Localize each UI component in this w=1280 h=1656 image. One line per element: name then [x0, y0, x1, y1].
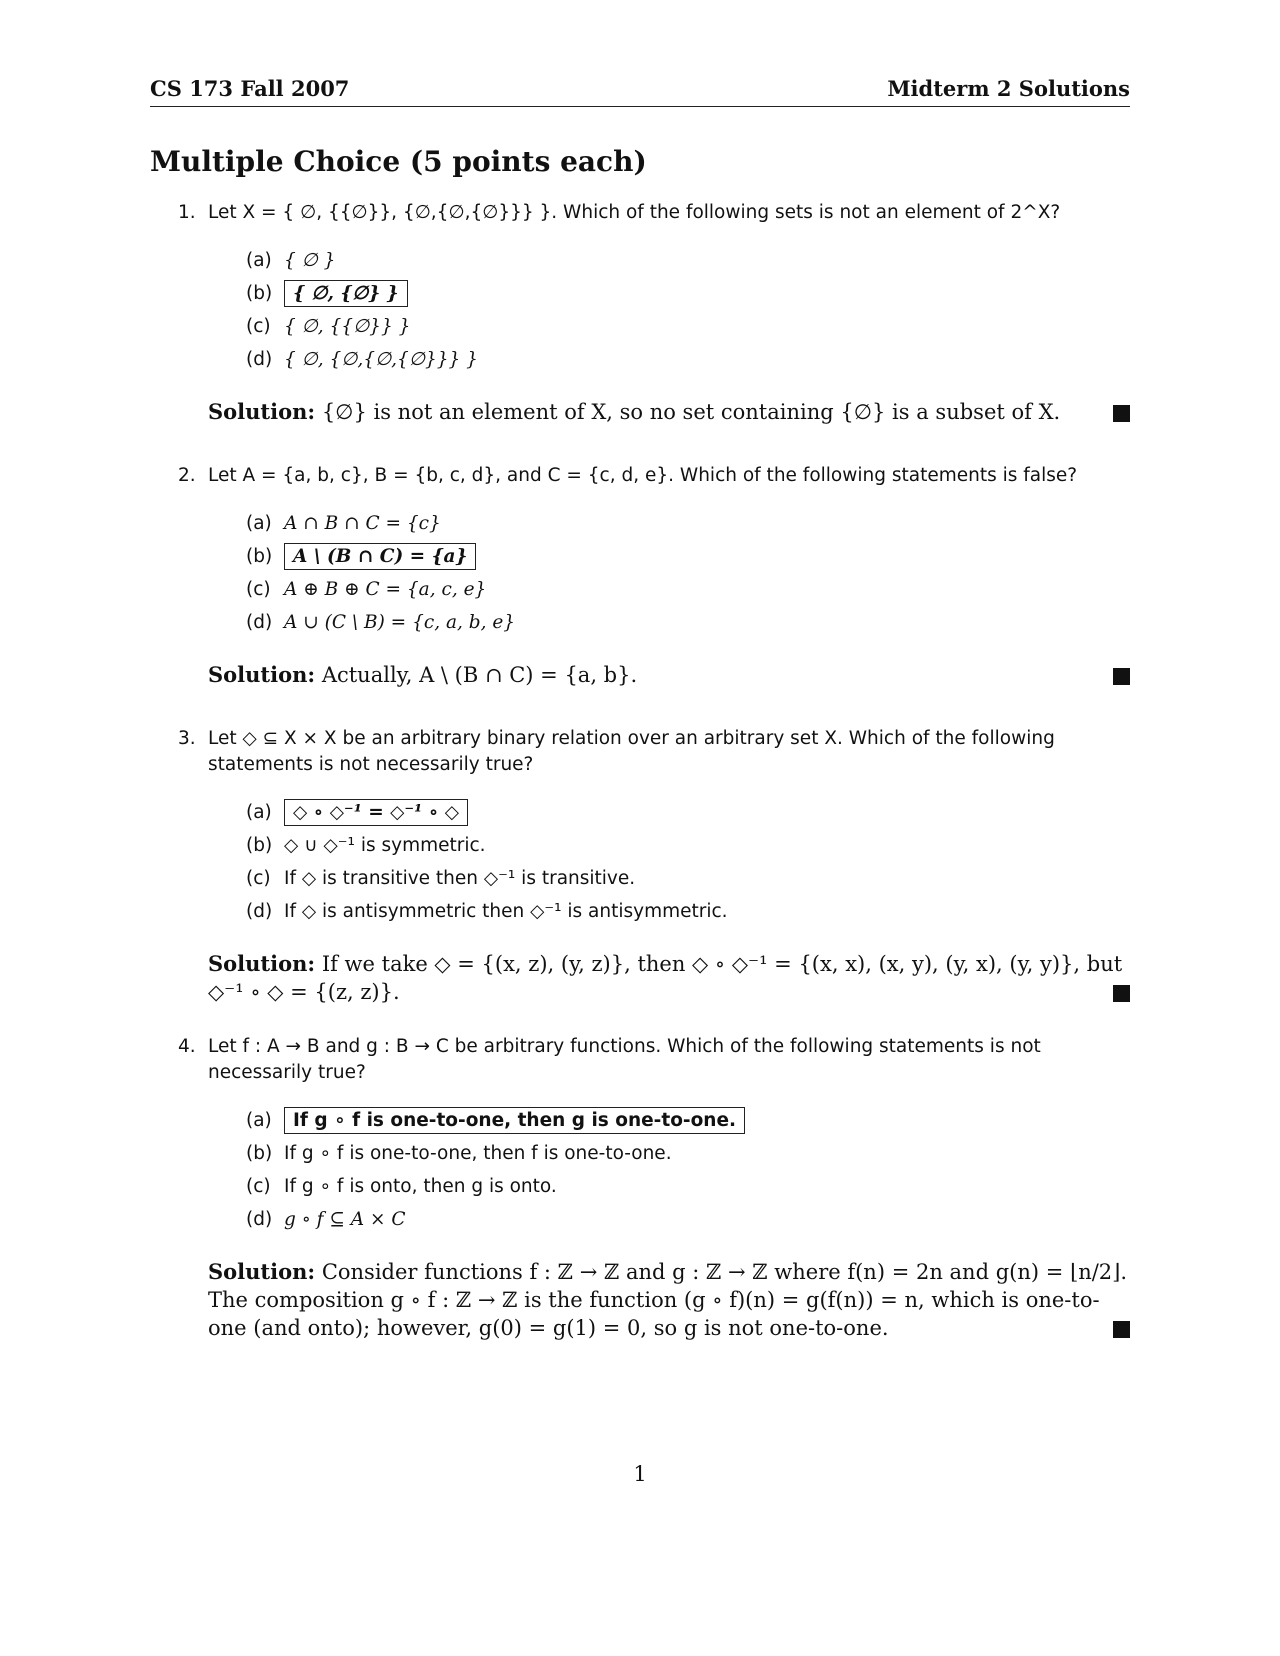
page-number: 1 — [633, 1462, 647, 1486]
question-stem: Let X = { ∅, {{∅}}, {∅,{∅,{∅}}} }. Which of the following sets is not an element of 2^X? — [208, 202, 1061, 223]
option-list — [246, 1104, 1130, 1236]
option-a — [246, 244, 1130, 277]
option-a — [246, 1104, 1130, 1137]
solution-text: {∅} is not an element of X, so no set containing {∅} is a subset of X. — [321, 400, 1061, 424]
solution — [208, 661, 1130, 689]
option-a — [246, 507, 1130, 540]
option-label: (d) — [246, 901, 273, 922]
option-text: { ∅, {∅,{∅,{∅}}} } — [284, 349, 478, 370]
option-label: (a) — [246, 1110, 272, 1131]
question-stem: Let ◇ ⊆ X × X be an arbitrary binary relation over an arbitrary set X. Which of the following statements is not necessarily true? — [208, 728, 1055, 775]
option-label: (a) — [246, 250, 272, 271]
option-label: (a) — [246, 513, 272, 534]
solution-label: Solution: — [208, 951, 316, 976]
solution-text: If we take ◇ = {(x, z), (y, z)}, then ◇ ∘ ◇⁻¹ = {(x, x), (x, y), (y, x), (y, y)}, but ◇⁻¹ ∘ ◇ = {(z, z)}. — [208, 952, 1123, 1004]
question-number: 4. — [178, 1036, 196, 1057]
option-c — [246, 1170, 1130, 1203]
option-text: { ∅, {{∅}} } — [284, 316, 411, 337]
question-stem: Let A = {a, b, c}, B = {b, c, d}, and C = {c, d, e}. Which of the following statements is false? — [208, 465, 1078, 486]
option-label: (c) — [246, 579, 271, 600]
option-label: (a) — [246, 802, 272, 823]
option-list — [246, 507, 1130, 639]
option-label: (d) — [246, 612, 273, 633]
qed-square-icon — [1113, 985, 1130, 1002]
option-b — [246, 277, 1130, 310]
section-title: Multiple Choice (5 points each) — [150, 145, 647, 178]
question-number: 3. — [178, 728, 196, 749]
option-text: If g ∘ f is onto, then g is onto. — [284, 1176, 557, 1197]
option-c — [246, 573, 1130, 606]
option-label: (c) — [246, 316, 271, 337]
option-b — [246, 540, 1130, 573]
qed-square-icon — [1113, 405, 1130, 422]
option-text: If ◇ is antisymmetric then ◇⁻¹ is antisymmetric. — [284, 901, 728, 922]
correct-answer-box: { ∅, {∅} } — [284, 280, 408, 307]
option-d — [246, 895, 1130, 928]
option-text: If g ∘ f is one-to-one, then f is one-to-one. — [284, 1143, 672, 1164]
solution-label: Solution: — [208, 662, 316, 687]
option-text: A ∪ (C \ B) = {c, a, b, e} — [284, 612, 516, 633]
option-text: g ∘ f ⊆ A × C — [284, 1209, 406, 1230]
solution — [208, 398, 1130, 426]
option-label: (b) — [246, 546, 273, 567]
option-label: (c) — [246, 1176, 271, 1197]
option-c — [246, 862, 1130, 895]
solution-label: Solution: — [208, 1259, 316, 1284]
option-d — [246, 343, 1130, 376]
option-d — [246, 606, 1130, 639]
solution-label: Solution: — [208, 399, 316, 424]
option-text: { ∅ } — [284, 250, 336, 271]
option-label: (b) — [246, 835, 273, 856]
option-text: ◇ ∪ ◇⁻¹ is symmetric. — [284, 835, 486, 856]
option-label: (b) — [246, 283, 273, 304]
solution — [208, 1258, 1130, 1342]
page-header — [150, 72, 1130, 107]
document-title: Midterm 2 Solutions — [887, 76, 1130, 101]
option-d — [246, 1203, 1130, 1236]
question-1 — [178, 200, 1130, 426]
exam-page — [150, 0, 1130, 1656]
question-2 — [178, 463, 1130, 689]
correct-answer-box: If g ∘ f is one-to-one, then g is one-to-one. — [284, 1107, 745, 1134]
correct-answer-box: ◇ ∘ ◇⁻¹ = ◇⁻¹ ∘ ◇ — [284, 799, 468, 826]
solution-text: Consider functions f : ℤ → ℤ and g : ℤ → ℤ where f(n) = 2n and g(n) = ⌊n/2⌋. The composition g ∘ f : ℤ → ℤ is the function (g ∘ f)(n) = g(f(n)) = n, which is one-to-one (and onto); however, g(0) = g(1) = 0, so g is not one-to-one. — [208, 1260, 1128, 1340]
correct-answer-box: A \ (B ∩ C) = {a} — [284, 543, 476, 570]
solution — [208, 950, 1130, 1006]
qed-square-icon — [1113, 668, 1130, 685]
option-text: If ◇ is transitive then ◇⁻¹ is transitive. — [284, 868, 636, 889]
question-4 — [178, 1034, 1130, 1342]
question-number: 1. — [178, 202, 196, 223]
qed-square-icon — [1113, 1321, 1130, 1338]
question-number: 2. — [178, 465, 196, 486]
question-3 — [178, 726, 1130, 1006]
option-list — [246, 244, 1130, 376]
solution-text: Actually, A \ (B ∩ C) = {a, b}. — [321, 663, 638, 687]
option-text: A ∩ B ∩ C = {c} — [284, 513, 441, 534]
option-list — [246, 796, 1130, 928]
option-a — [246, 796, 1130, 829]
option-label: (c) — [246, 868, 271, 889]
option-label: (b) — [246, 1143, 273, 1164]
question-stem: Let f : A → B and g : B → C be arbitrary functions. Which of the following statements is not necessarily true? — [208, 1036, 1041, 1083]
option-label: (d) — [246, 1209, 273, 1230]
option-text: A ⊕ B ⊕ C = {a, c, e} — [284, 579, 487, 600]
course-title: CS 173 Fall 2007 — [150, 76, 350, 101]
option-b — [246, 1137, 1130, 1170]
option-label: (d) — [246, 349, 273, 370]
option-b — [246, 829, 1130, 862]
option-c — [246, 310, 1130, 343]
